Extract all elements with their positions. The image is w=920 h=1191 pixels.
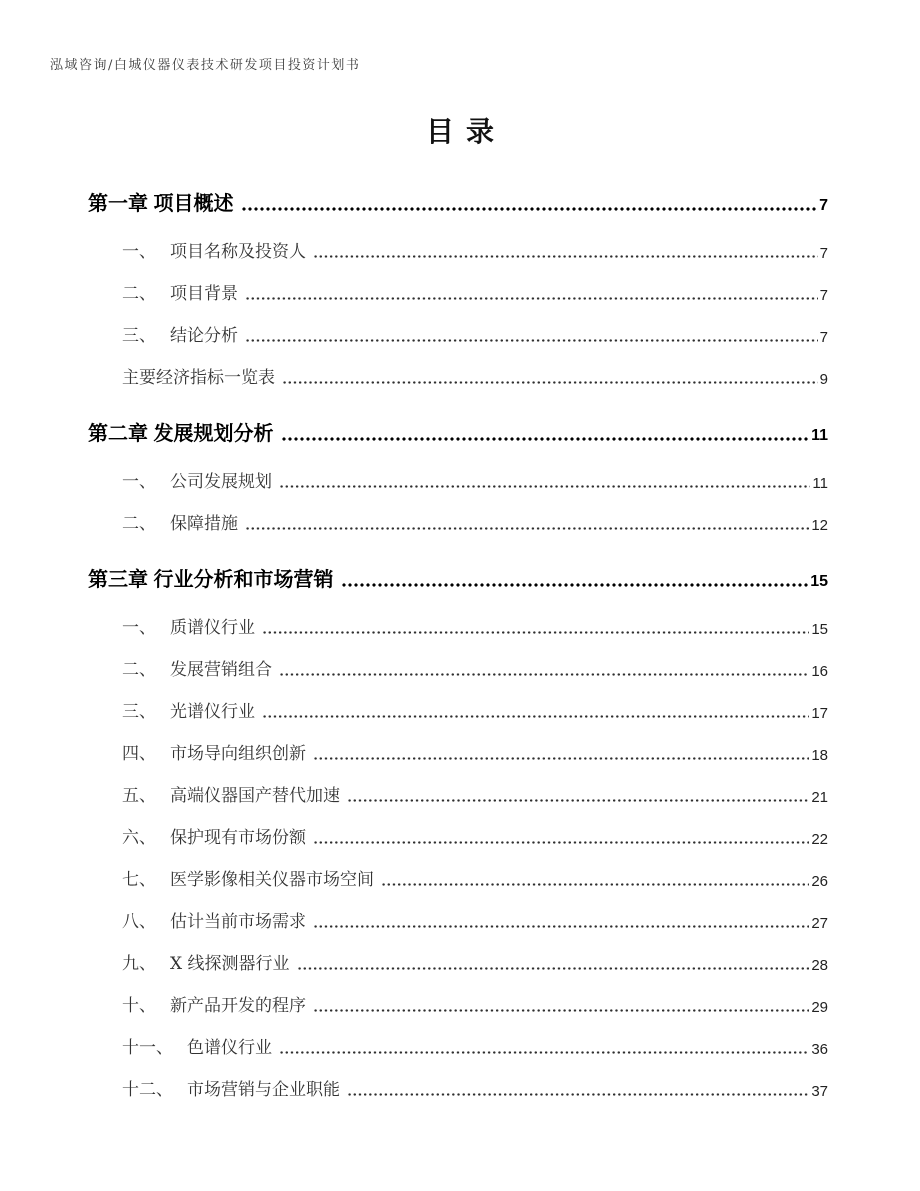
entry-label: 市场导向组织创新 bbox=[170, 744, 306, 764]
entry-label: 高端仪器国产替代加速 bbox=[170, 786, 340, 806]
dot-leader bbox=[245, 338, 818, 343]
page-title: 目录 bbox=[425, 115, 506, 148]
toc-sub-entry[interactable] bbox=[88, 942, 828, 984]
entry-number: 二、 bbox=[122, 660, 156, 680]
toc-chapter-entry[interactable] bbox=[88, 190, 828, 216]
page-number: 18 bbox=[811, 747, 828, 764]
toc-sub-entry[interactable] bbox=[88, 648, 828, 690]
entry-number: 一、 bbox=[122, 242, 156, 262]
toc-sub-entry[interactable] bbox=[88, 732, 828, 774]
toc-sub-entry[interactable] bbox=[88, 984, 828, 1026]
toc-sub-entry[interactable] bbox=[88, 690, 828, 732]
toc-sub-entry[interactable] bbox=[88, 230, 828, 272]
dot-leader bbox=[341, 582, 809, 588]
page-number: 22 bbox=[811, 831, 828, 848]
toc-sub-entry[interactable] bbox=[88, 1026, 828, 1068]
entry-number: 七、 bbox=[122, 870, 156, 890]
entry-number: 五、 bbox=[122, 786, 156, 806]
toc-sub-entry[interactable] bbox=[88, 1068, 828, 1110]
entry-number: 三、 bbox=[122, 702, 156, 722]
entry-number: 四、 bbox=[122, 744, 156, 764]
page-number: 12 bbox=[811, 517, 828, 534]
entry-number: 三、 bbox=[122, 326, 156, 346]
dot-leader bbox=[279, 484, 810, 489]
page-number: 29 bbox=[811, 999, 828, 1016]
toc-chapter-entry[interactable] bbox=[88, 566, 828, 592]
chapter-label: 第三章 行业分析和市场营销 bbox=[88, 569, 334, 591]
toc-sub-entry[interactable] bbox=[88, 502, 828, 544]
page-number: 11 bbox=[812, 475, 828, 492]
document-header: 泓域咨询/白城仪器仪表技术研发项目投资计划书 bbox=[50, 58, 361, 73]
toc-sub-entry[interactable] bbox=[88, 858, 828, 900]
toc-sub-entry[interactable] bbox=[88, 774, 828, 816]
page-number: 15 bbox=[810, 573, 828, 590]
entry-label: 新产品开发的程序 bbox=[170, 996, 306, 1016]
page-number: 7 bbox=[819, 287, 828, 304]
dot-leader bbox=[313, 1008, 809, 1013]
entry-label: 色谱仪行业 bbox=[187, 1038, 272, 1058]
entry-label: 项目名称及投资人 bbox=[170, 242, 306, 262]
entry-number: 一、 bbox=[122, 472, 156, 492]
dot-leader bbox=[282, 380, 818, 385]
entry-label: 医学影像相关仪器市场空间 bbox=[170, 870, 374, 890]
toc-sub-entry[interactable] bbox=[88, 816, 828, 858]
page-number: 7 bbox=[819, 329, 828, 346]
entry-label: 项目背景 bbox=[170, 284, 238, 304]
dot-leader bbox=[347, 1092, 809, 1097]
toc-sub-entry[interactable] bbox=[88, 900, 828, 942]
dot-leader bbox=[347, 798, 809, 803]
dot-leader bbox=[313, 254, 818, 259]
toc-sub-entry[interactable] bbox=[88, 272, 828, 314]
dot-leader bbox=[279, 1050, 809, 1055]
entry-label: X 线探测器行业 bbox=[170, 954, 290, 974]
page-number: 26 bbox=[811, 873, 828, 890]
dot-leader bbox=[279, 672, 809, 677]
page-number: 9 bbox=[819, 371, 828, 388]
entry-label: 保护现有市场份额 bbox=[170, 828, 306, 848]
entry-number: 十、 bbox=[122, 996, 156, 1016]
page-number: 21 bbox=[811, 789, 828, 806]
chapter-label: 第一章 项目概述 bbox=[88, 193, 234, 215]
entry-label: 公司发展规划 bbox=[170, 472, 272, 492]
dot-leader bbox=[262, 714, 809, 719]
entry-number: 六、 bbox=[122, 828, 156, 848]
entry-label: 市场营销与企业职能 bbox=[187, 1080, 340, 1100]
entry-number: 十二、 bbox=[122, 1080, 173, 1100]
entry-number: 二、 bbox=[122, 514, 156, 534]
page-number: 37 bbox=[811, 1083, 828, 1100]
dot-leader bbox=[297, 966, 810, 971]
dot-leader bbox=[281, 436, 810, 442]
entry-label: 发展营销组合 bbox=[170, 660, 272, 680]
dot-leader bbox=[313, 840, 809, 845]
entry-label: 结论分析 bbox=[170, 326, 238, 346]
page-number: 15 bbox=[811, 621, 828, 638]
toc-chapter-entry[interactable] bbox=[88, 420, 828, 446]
dot-leader bbox=[313, 924, 809, 929]
entry-label: 光谱仪行业 bbox=[170, 702, 255, 722]
page-number: 16 bbox=[811, 663, 828, 680]
dot-leader bbox=[245, 296, 818, 301]
entry-label: 质谱仪行业 bbox=[170, 618, 255, 638]
page-number: 27 bbox=[811, 915, 828, 932]
toc-sub-entry[interactable] bbox=[88, 606, 828, 648]
toc-sub-entry[interactable] bbox=[88, 314, 828, 356]
entry-number: 十一、 bbox=[122, 1038, 173, 1058]
dot-leader bbox=[245, 526, 809, 531]
dot-leader bbox=[241, 206, 818, 212]
chapter-label: 第二章 发展规划分析 bbox=[88, 423, 274, 445]
dot-leader bbox=[313, 756, 809, 761]
toc-sub-entry[interactable] bbox=[88, 356, 828, 398]
dot-leader bbox=[381, 882, 809, 887]
entry-number: 一、 bbox=[122, 618, 156, 638]
page-number: 28 bbox=[811, 957, 828, 974]
entry-number: 八、 bbox=[122, 912, 156, 932]
page-number: 11 bbox=[811, 427, 828, 444]
entry-number: 九、 bbox=[122, 954, 156, 974]
page-number: 7 bbox=[819, 197, 828, 214]
page-number: 36 bbox=[811, 1041, 828, 1058]
page-number: 7 bbox=[819, 245, 828, 262]
page-number: 17 bbox=[811, 705, 828, 722]
toc-sub-entry[interactable] bbox=[88, 460, 828, 502]
entry-number: 二、 bbox=[122, 284, 156, 304]
entry-label: 保障措施 bbox=[170, 514, 238, 534]
dot-leader bbox=[262, 630, 809, 635]
entry-label: 估计当前市场需求 bbox=[170, 912, 306, 932]
table-of-contents bbox=[88, 190, 828, 1110]
entry-label: 主要经济指标一览表 bbox=[122, 368, 275, 388]
